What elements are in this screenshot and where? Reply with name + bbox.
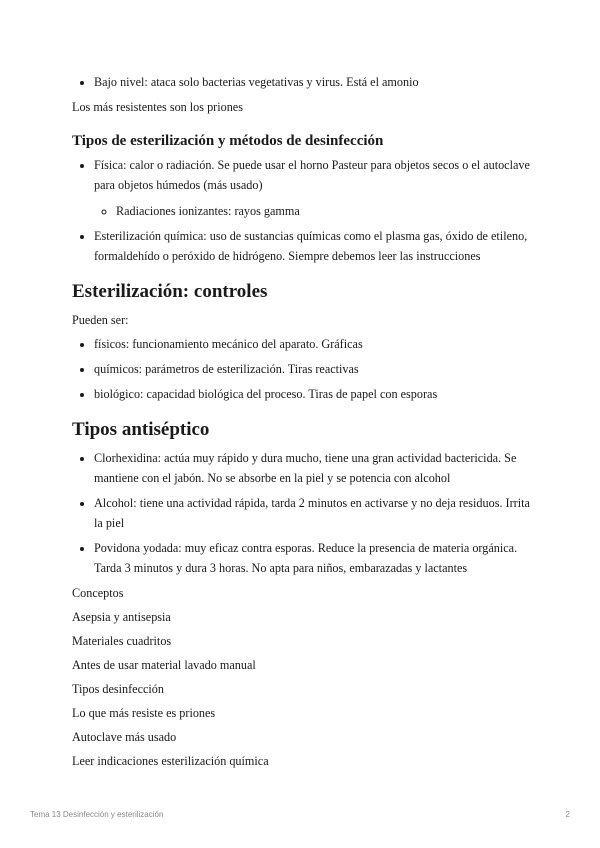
paragraph: Conceptos xyxy=(72,586,124,600)
bullet-list xyxy=(72,334,532,404)
paragraph: Leer indicaciones esterilización química xyxy=(72,754,269,768)
list-item: • Bajo nivel: ataca solo bacterias vegetativas y virus. Está el amonio xyxy=(94,72,532,92)
section-heading: Esterilización: controles xyxy=(72,281,268,302)
footer-title: Tema 13 Desinfección y esterilización xyxy=(30,810,164,819)
list-item: • Esterilización química: uso de sustancias químicas como el plasma gas, óxido de etileno, formaldehído o peróxido de hidrógeno. Siempre debemos leer las instrucciones xyxy=(94,226,532,266)
paragraph: Asepsia y antisepsia xyxy=(72,610,171,624)
list-item: • químicos: parámetros de esterilización. Tiras reactivas xyxy=(94,359,532,379)
bullet-list xyxy=(72,448,532,578)
paragraph: Pueden ser: xyxy=(72,313,129,327)
section-heading: Tipos de esterilización y métodos de desinfección xyxy=(72,133,384,149)
paragraph: Autoclave más usado xyxy=(72,730,177,744)
top-bullet-list xyxy=(72,72,532,92)
list-item: • Povidona yodada: muy eficaz contra esporas. Reduce la presencia de materia orgánica. Tarda 3 minutos y dura 3 horas. No apta para niños, embarazadas y lactantes xyxy=(94,538,532,578)
list-item: ◦ Radiaciones ionizantes: rayos gamma xyxy=(116,201,532,221)
paragraph: Los más resistentes son los priones xyxy=(72,100,243,114)
bullet-list xyxy=(72,155,532,266)
list-item-text: Física: calor o radiación. Se puede usar el horno Pasteur para objetos secos o el autoclave para objetos húmedos (más usado) xyxy=(94,158,530,192)
paragraph: Tipos desinfección xyxy=(72,682,164,696)
section-heading: Tipos antiséptico xyxy=(72,419,210,440)
page-content xyxy=(72,72,532,775)
list-item xyxy=(94,155,532,221)
list-item: • físicos: funcionamiento mecánico del aparato. Gráficas xyxy=(94,334,532,354)
paragraph: Materiales cuadritos xyxy=(72,634,172,648)
paragraph: Lo que más resiste es priones xyxy=(72,706,216,720)
list-item: • Clorhexidina: actúa muy rápido y dura mucho, tiene una gran actividad bactericida. Se mantiene con el jabón. No se absorbe en la piel y se potencia con alcohol xyxy=(94,448,532,488)
page-number: 2 xyxy=(565,810,570,819)
paragraph: Antes de usar material lavado manual xyxy=(72,658,256,672)
list-item: • biológico: capacidad biológica del proceso. Tiras de papel con esporas xyxy=(94,384,532,404)
list-item: • Alcohol: tiene una actividad rápida, tarda 2 minutos en activarse y no deja residuos. Irrita la piel xyxy=(94,493,532,533)
sub-bullet-list xyxy=(94,201,532,221)
